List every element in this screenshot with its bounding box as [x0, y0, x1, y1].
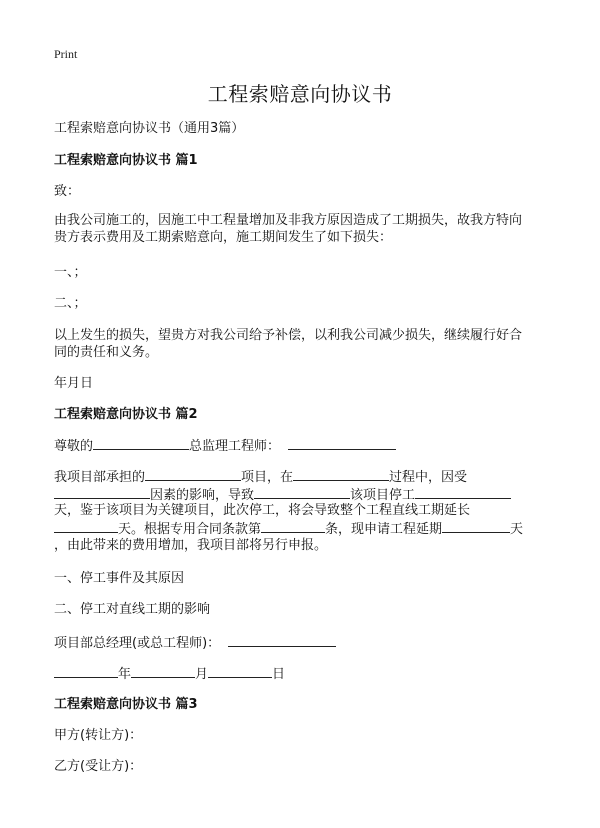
- section3-party-b: 乙方(受让方)：: [54, 759, 143, 774]
- blank-manager-signature[interactable]: [228, 633, 336, 647]
- document-title: 工程索赔意向协议书: [207, 82, 393, 106]
- section2-manager: [54, 633, 336, 652]
- section1-para1-line2: 贵方表示费用及工期索赔意向，施工期间发生了如下损失：: [54, 230, 393, 245]
- section2-heading: 工程索赔意向协议书 篇2: [54, 407, 198, 422]
- print-link[interactable]: Print: [54, 47, 78, 61]
- section2-body-line5: ，由此带来的费用增加，我项目部将另行申报。: [54, 538, 328, 553]
- blank-factor[interactable]: [54, 485, 150, 499]
- text: 月: [195, 667, 209, 682]
- text: 天。根据专用合同条款第: [118, 522, 262, 537]
- text: 天: [510, 522, 524, 537]
- blank-cause[interactable]: [254, 485, 350, 499]
- section1-para2-line2: 同的责任和义务。: [54, 345, 159, 360]
- section2-body-line1: [54, 467, 467, 486]
- text: 项目，在: [241, 470, 294, 485]
- salutation-suffix: 总监理工程师：: [189, 439, 281, 454]
- section1-to: 致：: [54, 184, 81, 199]
- section1-heading: 工程索赔意向协议书 篇1: [54, 153, 198, 168]
- section1-para2-line1: 以上发生的损失，望贵方对我公司给予补偿，以利我公司减少损失，继续履行好合: [54, 328, 523, 343]
- text: 因素的影响，导致: [150, 488, 255, 503]
- text: 年: [118, 667, 132, 682]
- blank-stop-days[interactable]: [415, 485, 511, 499]
- document-subtitle: 工程索赔意向协议书（通用3篇）: [54, 121, 245, 136]
- blank-month[interactable]: [131, 664, 195, 678]
- blank-engineer-name[interactable]: [288, 436, 396, 450]
- text: 过程中，因受: [389, 470, 468, 485]
- salutation-prefix: 尊敬的: [54, 439, 94, 454]
- section2-item1: 一、停工事件及其原因: [54, 571, 185, 586]
- section1-date: 年月日: [54, 376, 94, 391]
- section2-salutation: [54, 436, 396, 455]
- section2-date: [54, 664, 285, 683]
- section3-heading: 工程索赔意向协议书 篇3: [54, 697, 198, 712]
- text: 该项目停工: [350, 488, 416, 503]
- blank-project[interactable]: [145, 467, 241, 481]
- blank-delay-days[interactable]: [442, 519, 510, 533]
- blank-year[interactable]: [54, 664, 118, 678]
- manager-label: 项目部总经理(或总工程师)：: [54, 636, 221, 651]
- section2-item2: 二、停工对直线工期的影响: [54, 602, 211, 617]
- section1-item2: 二、；: [54, 296, 87, 311]
- section3-party-a: 甲方(转让方)：: [54, 728, 143, 743]
- section2-body-line4: [54, 519, 523, 538]
- blank-day[interactable]: [208, 664, 272, 678]
- text: 条，现申请工程延期: [325, 522, 443, 537]
- blank-process[interactable]: [293, 467, 389, 481]
- section2-body-line3: 天，鉴于该项目为关键项目，此次停工，将会导致整个工程直线工期延长: [54, 503, 471, 518]
- text: 日: [272, 667, 286, 682]
- section1-para1-line1: 由我公司施工的，因施工中工程量增加及非我方原因造成了工期损失，故我方特向: [54, 213, 523, 228]
- blank-clause-no[interactable]: [261, 519, 325, 533]
- blank-recipient[interactable]: [93, 436, 189, 450]
- text: 我项目部承担的: [54, 470, 146, 485]
- section1-item1: 一、；: [54, 265, 87, 280]
- blank-extend-days[interactable]: [54, 519, 118, 533]
